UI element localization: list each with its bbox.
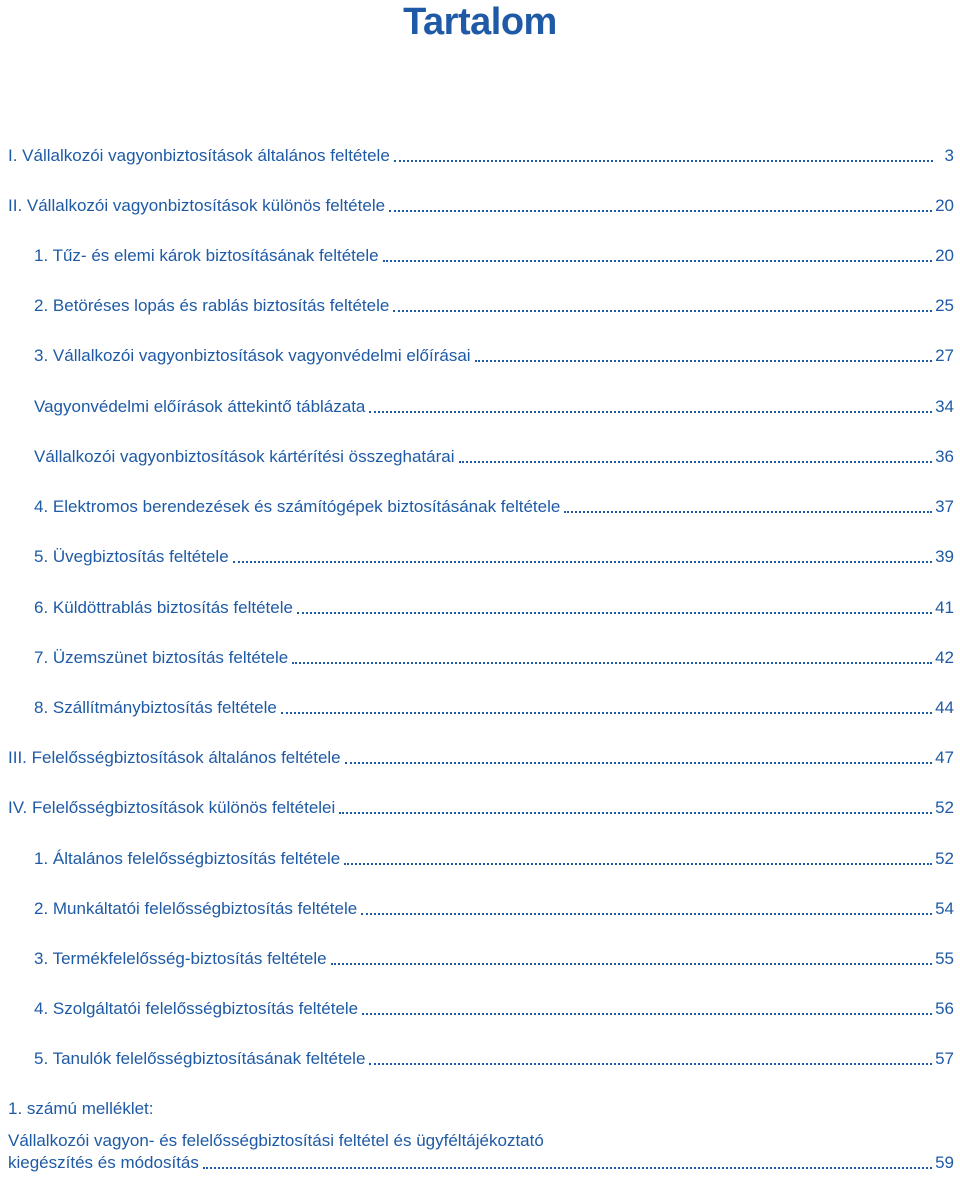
- toc-entry[interactable]: [34, 342, 954, 366]
- toc-entry-label: 5. Tanulók felelősségbiztosításának feltétele: [34, 1049, 366, 1068]
- dot-leader: [297, 612, 932, 614]
- appendix-heading: 1. számú melléklet:: [8, 1099, 154, 1118]
- toc-entry[interactable]: [8, 192, 954, 216]
- dot-leader: [383, 260, 933, 262]
- toc-entry[interactable]: [34, 945, 954, 969]
- toc-entry-label: 6. Küldöttrablás biztosítás feltétele: [34, 598, 293, 617]
- toc-entry-page: 59: [935, 1153, 954, 1172]
- toc-entry-page: 27: [935, 346, 954, 365]
- toc-entry[interactable]: [34, 543, 954, 567]
- toc-entry-appendix[interactable]: [8, 1149, 954, 1173]
- dot-leader: [394, 160, 933, 162]
- toc-entry-label: 4. Elektromos berendezések és számítógépek biztosításának feltétele: [34, 497, 561, 516]
- toc-entry-page: 39: [935, 547, 954, 566]
- toc-entry[interactable]: [34, 895, 954, 919]
- toc-entry-page: 37: [935, 497, 954, 516]
- toc-entry-page: 55: [935, 949, 954, 968]
- dot-leader: [292, 662, 932, 664]
- toc-entry[interactable]: [34, 1045, 954, 1069]
- toc-entry-label: 2. Munkáltatói felelősségbiztosítás feltétele: [34, 899, 358, 918]
- toc-entry-page: 54: [935, 899, 954, 918]
- toc-entry[interactable]: [34, 644, 954, 668]
- toc-entry-label: 3. Vállalkozói vagyonbiztosítások vagyonvédelmi előírásai: [34, 346, 471, 365]
- dot-leader: [475, 360, 933, 362]
- toc-entry-label: 2. Betöréses lopás és rablás biztosítás feltétele: [34, 296, 390, 315]
- toc-entry[interactable]: [34, 694, 954, 718]
- dot-leader: [369, 1063, 932, 1065]
- toc-entry[interactable]: [34, 242, 954, 266]
- toc-entry-label: 1. Általános felelősségbiztosítás feltétele: [34, 849, 341, 868]
- dot-leader: [369, 411, 932, 413]
- dot-leader: [393, 310, 932, 312]
- toc-entry-label: I. Vállalkozói vagyonbiztosítások általános feltétele: [8, 146, 390, 165]
- dot-leader: [339, 812, 932, 814]
- toc-entry-page: 57: [935, 1049, 954, 1068]
- dot-leader: [203, 1167, 932, 1169]
- dot-leader: [361, 913, 932, 915]
- toc-entry[interactable]: [34, 493, 954, 517]
- toc-entry-page: 41: [935, 598, 954, 617]
- toc-entry[interactable]: [34, 292, 954, 316]
- toc-entry-page: 3: [944, 146, 954, 165]
- dot-leader: [233, 561, 932, 563]
- toc-entry[interactable]: [8, 744, 954, 768]
- toc-entry-label: 8. Szállítmánybiztosítás feltétele: [34, 698, 277, 717]
- appendix-title-line1: Vállalkozói vagyon- és felelősségbiztosítási feltétel és ügyféltájékoztató: [8, 1131, 544, 1150]
- toc-entry-label: 3. Termékfelelősség-biztosítás feltétele: [34, 949, 327, 968]
- toc-entry-page: 34: [935, 397, 954, 416]
- dot-leader: [389, 210, 932, 212]
- toc-entry[interactable]: [8, 142, 954, 166]
- toc-entry-page: 20: [935, 246, 954, 265]
- toc-entry-page: 52: [935, 849, 954, 868]
- toc-entry-label: 4. Szolgáltatói felelősségbiztosítás feltétele: [34, 999, 359, 1018]
- toc-entry[interactable]: [34, 995, 954, 1019]
- toc-entry[interactable]: [34, 594, 954, 618]
- toc-entry-label: II. Vállalkozói vagyonbiztosítások különös feltétele: [8, 196, 386, 215]
- toc-entry[interactable]: [34, 845, 954, 869]
- dot-leader: [362, 1013, 932, 1015]
- dot-leader: [281, 712, 932, 714]
- dot-leader: [331, 963, 932, 965]
- toc-entry-label: 1. Tűz- és elemi károk biztosításának feltétele: [34, 246, 379, 265]
- toc-entry-label: Vagyonvédelmi előírások áttekintő táblázata: [34, 397, 366, 416]
- dot-leader: [344, 863, 932, 865]
- page-title: Tartalom: [403, 1, 557, 43]
- toc-entry-page: 44: [935, 698, 954, 717]
- toc-entry-page: 52: [935, 798, 954, 817]
- toc-entry-label: Vállalkozói vagyonbiztosítások kártérítési összeghatárai: [34, 447, 455, 466]
- toc-entry-label: kiegészítés és módosítás: [8, 1153, 199, 1172]
- dot-leader: [564, 511, 932, 513]
- toc-entry-page: 56: [935, 999, 954, 1018]
- toc-entry-page: 25: [935, 296, 954, 315]
- toc-entry[interactable]: [34, 443, 954, 467]
- dot-leader: [459, 461, 933, 463]
- toc-entry-page: 36: [935, 447, 954, 466]
- toc-entry-label: III. Felelősségbiztosítások általános feltétele: [8, 748, 341, 767]
- toc-entry-label: 5. Üvegbiztosítás feltétele: [34, 547, 229, 566]
- toc-entry[interactable]: [8, 794, 954, 818]
- toc-entry-label: 7. Üzemszünet biztosítás feltétele: [34, 648, 289, 667]
- toc-entry[interactable]: [34, 393, 954, 417]
- dot-leader: [345, 762, 932, 764]
- toc-entry-page: 20: [935, 196, 954, 215]
- toc-entry-page: 47: [935, 748, 954, 767]
- toc-entry-page: 42: [935, 648, 954, 667]
- toc-entry-label: IV. Felelősségbiztosítások különös feltételei: [8, 798, 336, 817]
